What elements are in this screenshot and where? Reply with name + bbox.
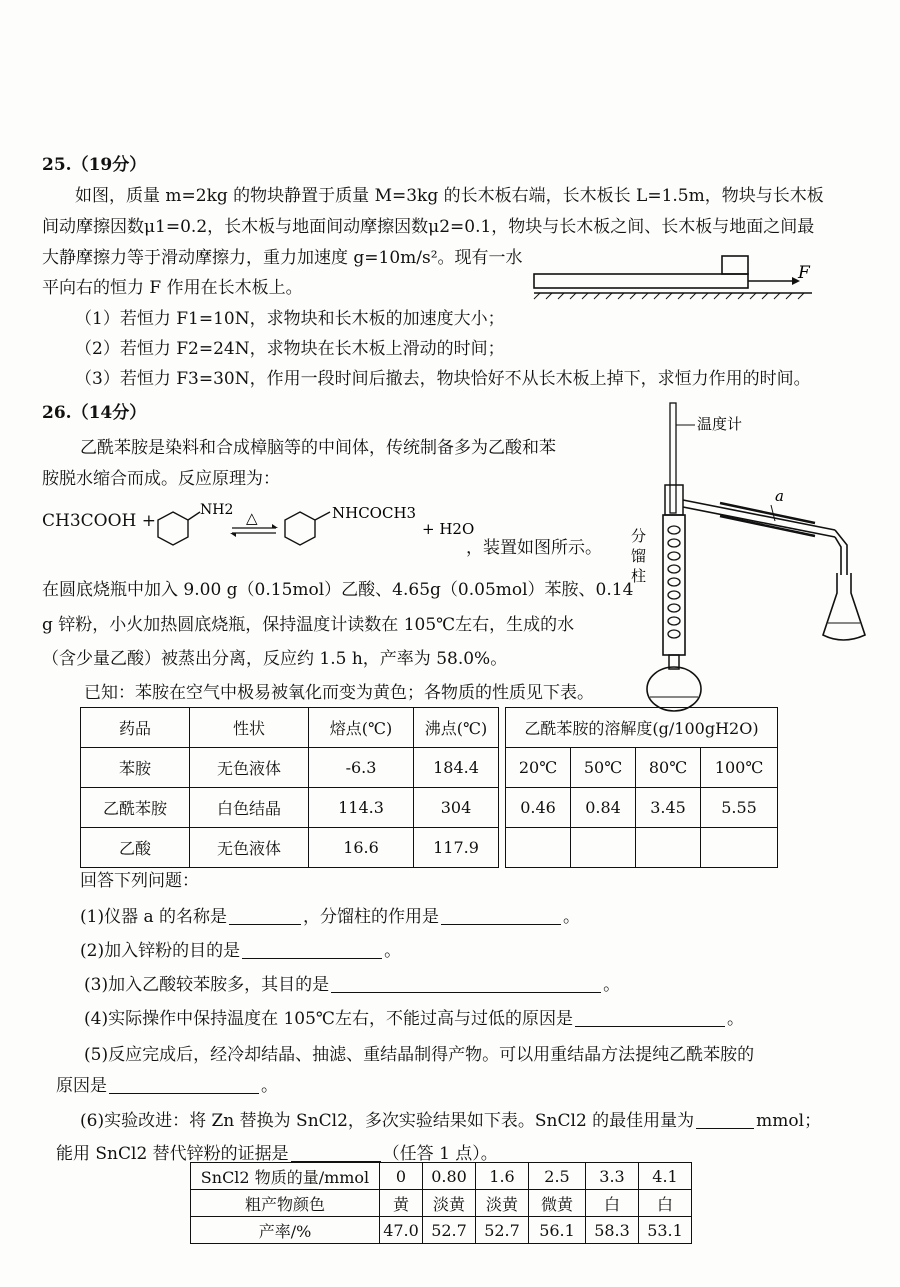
table-cell: 淡黄 [423,1190,476,1217]
table-cell: 16.6 [309,828,414,868]
q26-intro2: 胺脱水缩合而成。反应原理为： [42,469,280,489]
q25-sub1: （1）若恒力 F1=10N，求物块和长木板的加速度大小； [75,309,505,329]
column-label-3: 柱 [631,567,647,585]
q26-q6c: 能用 SnCl2 替代锌粉的证据是 （任答 1 点）。 [56,1144,498,1164]
th-solubility: 乙酰苯胺的溶解度(g/100gH2O) [506,708,778,748]
table-cell: 117.9 [414,828,499,868]
answer-blank[interactable] [242,941,382,959]
row-label: 粗产物颜色 [191,1190,380,1217]
table-cell: 乙酸 [81,828,190,868]
table-cell: 白 [586,1190,639,1217]
water-label: + H2O [422,520,475,538]
distillation-apparatus [625,395,885,715]
sncl2-table [190,1162,692,1244]
q26-q1: (1)仪器 a 的名称是 ，分馏柱的作用是 。 [80,907,581,927]
row-label: SnCl2 物质的量/mmol [191,1163,380,1190]
table-cell: 淡黄 [476,1190,529,1217]
benzene-ring-aniline [158,512,188,545]
table-cell: 184.4 [414,748,499,788]
block [722,256,748,274]
table-cell: 1.6 [476,1163,529,1190]
q26-proc3: （含少量乙酸）被蒸出分离，反应约 1.5 h，产率为 58.0%。 [42,649,508,669]
amino-group-label: NH2 [200,502,234,518]
answer-blank[interactable] [109,1076,259,1094]
table-cell: 56.1 [529,1217,586,1244]
table-cell: 114.3 [309,788,414,828]
sol-value: 0.84 [571,788,636,828]
q26-proc1: 在圆底烧瓶中加入 9.00 g（0.15mol）乙酸、4.65g（0.05mol）苯胺、0.14 [42,580,634,600]
product-group-label: NHCOCH3 [332,504,417,522]
q26-proc2: g 锌粉，小火加热圆底烧瓶，保持温度计读数在 105℃左右，生成的水 [42,615,575,635]
q26-q3: (3)加入乙酸较苯胺多，其目的是 。 [84,975,621,995]
sol-temp: 80℃ [636,748,701,788]
thermometer [670,403,676,513]
table-cell: 微黄 [529,1190,586,1217]
receiving-flask [823,573,865,640]
q26-q4: (4)实际操作中保持温度在 105℃左右，不能过高与过低的原因是 。 [84,1009,744,1029]
heat-symbol: △ [246,509,258,527]
board-block-figure [530,250,820,300]
round-bottom-flask [647,667,701,711]
answer-blank[interactable] [291,1144,381,1162]
table-cell: 0.80 [423,1163,476,1190]
table-cell: 0 [380,1163,423,1190]
table-cell: -6.3 [309,748,414,788]
answer-blank[interactable] [331,975,601,993]
table-cell: 304 [414,788,499,828]
table-cell: 苯胺 [81,748,190,788]
q26-q5a: (5)反应完成后，经冷却结晶、抽滤、重结晶制得产物。可以用重结晶方法提纯乙酰苯胺的 [84,1045,755,1065]
rxn-tail: ，装置如图所示。 [466,538,602,558]
q25-line3: 大静摩擦力等于滑动摩擦力，重力加速度 g=10m/s²。现有一水 [42,248,523,268]
table-cell: 4.1 [639,1163,692,1190]
column-label-1: 分 [631,527,647,545]
q26-q5b: 原因是 。 [56,1076,278,1096]
q25-line4: 平向右的恒力 F 作用在长木板上。 [42,278,303,298]
column-label-2: 馏 [631,547,647,565]
q25-sub2: （2）若恒力 F2=24N，求物块在长木板上滑动的时间； [75,339,505,359]
sol-value: 3.45 [636,788,701,828]
q26-header: 26.（14分） [42,403,147,423]
table-cell: 白色结晶 [190,788,309,828]
table-cell: 47.0 [380,1217,423,1244]
fractionating-column [663,515,685,655]
q26-known: 已知：苯胺在空气中极易被氧化而变为黄色；各物质的性质见下表。 [84,683,594,703]
q25-header: 25.（19分） [42,155,147,175]
sol-temp: 100℃ [701,748,778,788]
long-board [534,274,748,288]
q26-q6a: (6)实验改进：将 Zn 替换为 SnCl2，多次实验结果如下表。SnCl2 的最佳用量为 mmol； [80,1111,822,1131]
sol-value: 0.46 [506,788,571,828]
table-cell: 黄 [380,1190,423,1217]
table-cell: 52.7 [476,1217,529,1244]
th-melting-point: 熔点(℃) [309,708,414,748]
sol-temp: 20℃ [506,748,571,788]
q26-intro1: 乙酰苯胺是染料和合成樟脑等的中间体，传统制备多为乙酸和苯 [80,438,556,458]
th-appearance: 性状 [190,708,309,748]
table-cell: 58.3 [586,1217,639,1244]
q25-line1: 如图，质量 m=2kg 的物块静置于质量 M=3kg 的长木板右端，长木板长 L=1.5m，物块与长木板 [75,186,824,206]
answer-prompt: 回答下列问题： [80,871,199,891]
answer-blank[interactable] [696,1111,754,1129]
sol-value: 5.55 [701,788,778,828]
table-cell: 白 [639,1190,692,1217]
answer-blank[interactable] [575,1009,725,1027]
q25-line2: 间动摩擦因数μ1=0.2，长木板与地面间动摩擦因数μ2=0.1，物块与长木板之间、长木板与地面之间最 [42,217,815,237]
answer-blank[interactable] [229,907,301,925]
condenser-a-label: a [775,487,784,505]
table-cell: 2.5 [529,1163,586,1190]
answer-blank[interactable] [441,907,561,925]
th-boiling-point: 沸点(℃) [414,708,499,748]
table-cell: 无色液体 [190,828,309,868]
table-cell: 52.7 [423,1217,476,1244]
table-cell: 3.3 [586,1163,639,1190]
q25-sub3: （3）若恒力 F3=30N，作用一段时间后撤去，物块恰好不从长木板上掉下，求恒力作用的时间。 [75,369,811,389]
table-cell: 53.1 [639,1217,692,1244]
th-substance: 药品 [81,708,190,748]
table-cell: 乙酰苯胺 [81,788,190,828]
force-label: F [798,263,810,283]
table-cell: 无色液体 [190,748,309,788]
sol-temp: 50℃ [571,748,636,788]
property-table [80,707,778,868]
benzene-ring-product [285,512,315,545]
thermometer-label: 温度计 [697,415,743,433]
q26-q2: (2)加入锌粉的目的是 。 [80,941,402,961]
rxn-acid: CH3COOH + [42,511,157,531]
row-label: 产率/% [191,1217,380,1244]
